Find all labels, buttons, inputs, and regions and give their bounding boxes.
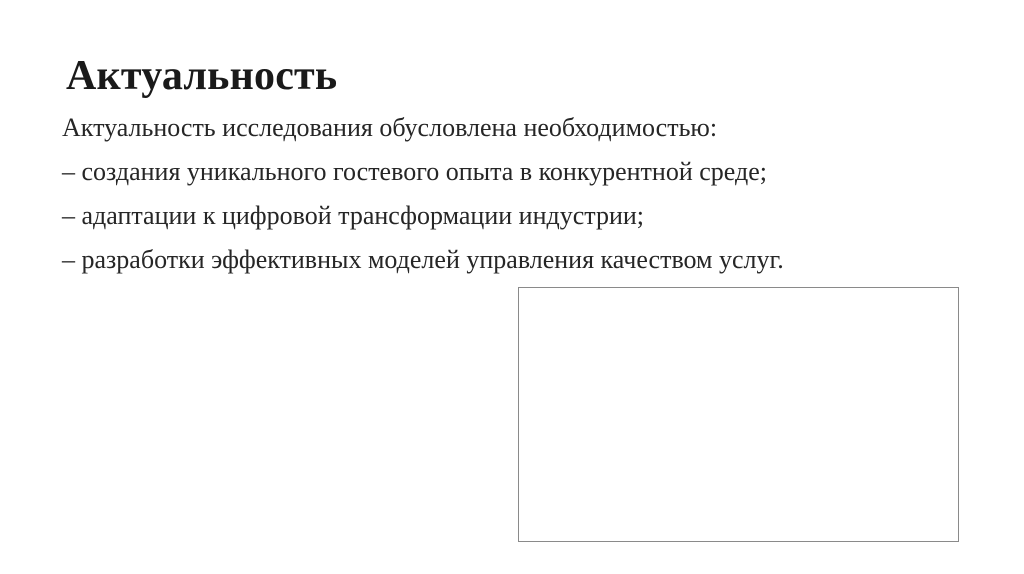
bullet-quality-management: – разработки эффективных моделей управления качеством услуг. [62,245,784,274]
image-placeholder-caption [522,289,523,293]
image-placeholder-frame [518,287,959,542]
intro-line: Актуальность исследования обусловлена необходимостью: [62,113,718,142]
slide-title: Актуальность [66,53,338,99]
bullet-digital-transformation: – адаптации к цифровой трансформации индустрии; [62,201,644,230]
slide-body-text [62,106,982,282]
bullet-guest-experience: – создания уникального гостевого опыта в конкурентной среде; [62,157,767,186]
